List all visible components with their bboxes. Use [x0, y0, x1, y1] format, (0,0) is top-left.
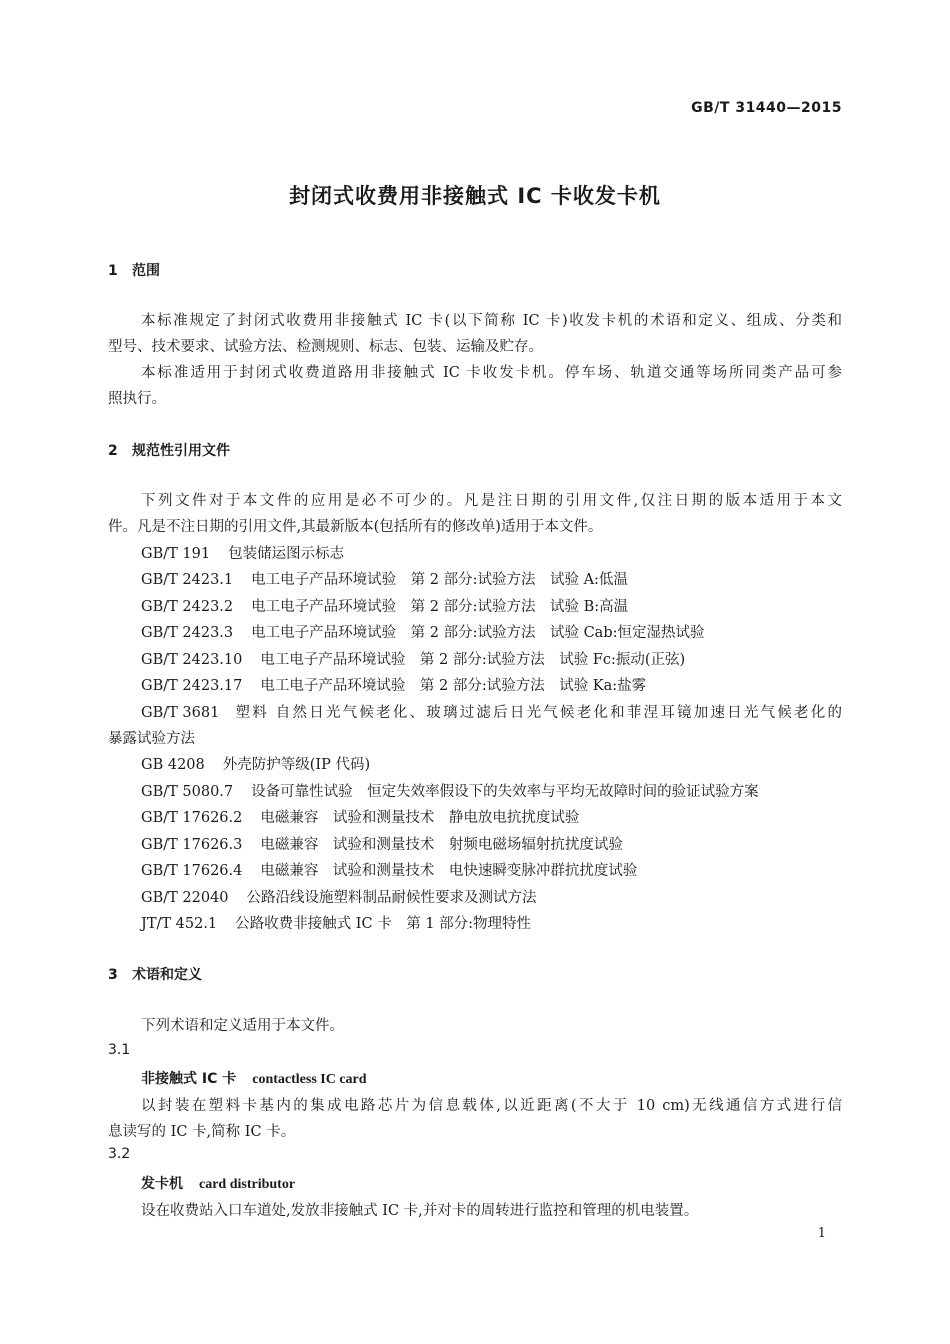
reference-title: 公路沿线设施塑料制品耐候性要求及测试方法: [246, 890, 537, 906]
reference-code: GB 4208: [141, 757, 205, 773]
section-title: 规范性引用文件: [132, 443, 230, 459]
scope-paragraph-2-line-2: 照执行。: [108, 391, 166, 407]
reference-title: 外壳防护等级(IP 代码): [222, 757, 371, 773]
reference-code: GB/T 3681: [141, 705, 220, 721]
reference-title: 电磁兼容 试验和测量技术 静电放电抗扰度试验: [260, 810, 580, 826]
reference-item: [141, 701, 842, 722]
term-english: card distributor: [199, 1177, 296, 1192]
term-definition-line-2: 息读写的 IC 卡,简称 IC 卡。: [108, 1124, 296, 1140]
reference-item: [141, 753, 370, 774]
reference-code: GB/T 17626.4: [141, 863, 243, 879]
reference-code: GB/T 2423.3: [141, 625, 234, 641]
reference-item: [141, 542, 344, 563]
reference-title: 公路收费非接触式 IC 卡 第 1 部分:物理特性: [235, 916, 532, 932]
reference-code: GB/T 2423.1: [141, 572, 234, 588]
reference-title: 包装储运图示标志: [228, 546, 345, 562]
term-entry: [141, 1173, 295, 1193]
reference-code: GB/T 191: [141, 546, 211, 562]
reference-item: [141, 648, 685, 669]
reference-title: 电工电子产品环境试验 第 2 部分:试验方法 试验 A:低温: [251, 572, 628, 588]
term-entry: [141, 1068, 367, 1088]
reference-title: 电磁兼容 试验和测量技术 电快速瞬变脉冲群抗扰度试验: [260, 863, 638, 879]
reference-item-continuation: 暴露试验方法: [108, 731, 195, 747]
clause-number: 3.1: [108, 1042, 131, 1058]
reference-item: [141, 780, 759, 801]
section-title: 术语和定义: [132, 967, 202, 983]
reference-title: 塑料 自然日光气候老化、玻璃过滤后日光气候老化和菲涅耳镜加速日光气候老化的: [233, 705, 842, 721]
reference-code: GB/T 2423.17: [141, 678, 243, 694]
reference-title: 电工电子产品环境试验 第 2 部分:试验方法 试验 Cab:恒定湿热试验: [251, 625, 705, 641]
term-definition-line-1: 以封装在塑料卡基内的集成电路芯片为信息载体,以近距离(不大于 10 cm)无线通信方式进行信: [141, 1098, 842, 1114]
section-title: 范围: [132, 263, 160, 279]
term-definition-line-1: 设在收费站入口车道处,发放非接触式 IC 卡,并对卡的周转进行监控和管理的机电装置。: [141, 1203, 699, 1219]
page-number: 1: [817, 1226, 826, 1241]
reference-item: [141, 568, 628, 589]
reference-item: [141, 912, 531, 933]
section-number: 1: [108, 263, 118, 279]
section-heading-normative-references: [108, 440, 230, 460]
term-chinese: 发卡机: [141, 1176, 183, 1192]
reference-title: 电工电子产品环境试验 第 2 部分:试验方法 试验 Ka:盐雾: [260, 678, 647, 694]
reference-code: GB/T 17626.3: [141, 837, 243, 853]
reference-item: [141, 859, 637, 880]
section-heading-scope: [108, 260, 160, 280]
reference-title: 设备可靠性试验 恒定失效率假设下的失效率与平均无故障时间的验证试验方案: [251, 784, 759, 800]
reference-code: GB/T 17626.2: [141, 810, 243, 826]
normative-intro-line-1: 下列文件对于本文件的应用是必不可少的。凡是注日期的引用文件,仅注日期的版本适用于本文: [141, 493, 842, 509]
reference-title: 电工电子产品环境试验 第 2 部分:试验方法 试验 Fc:振动(正弦): [260, 652, 686, 668]
scope-paragraph-1-line-2: 型号、技术要求、试验方法、检测规则、标志、包装、运输及贮存。: [108, 339, 543, 355]
document-title: 封闭式收费用非接触式 IC 卡收发卡机: [289, 184, 661, 208]
clause-number: 3.2: [108, 1146, 131, 1162]
reference-code: JT/T 452.1: [141, 916, 218, 932]
reference-item: [141, 674, 646, 695]
reference-code: GB/T 5080.7: [141, 784, 234, 800]
reference-item: [141, 595, 628, 616]
section-heading-terms-and-definitions: [108, 964, 202, 984]
reference-title: 电工电子产品环境试验 第 2 部分:试验方法 试验 B:高温: [251, 599, 629, 615]
section-number: 2: [108, 443, 118, 459]
reference-item: [141, 833, 623, 854]
scope-paragraph-2-line-1: 本标准适用于封闭式收费道路用非接触式 IC 卡收发卡机。停车场、轨道交通等场所同类产品可参: [141, 365, 842, 381]
term-chinese: 非接触式 IC 卡: [141, 1071, 237, 1087]
term-english: contactless IC card: [252, 1072, 367, 1087]
section-number: 3: [108, 967, 118, 983]
reference-item: [141, 886, 537, 907]
reference-title: 电磁兼容 试验和测量技术 射频电磁场辐射抗扰度试验: [260, 837, 623, 853]
reference-code: GB/T 2423.2: [141, 599, 234, 615]
reference-code: GB/T 22040: [141, 890, 229, 906]
reference-code: GB/T 2423.10: [141, 652, 243, 668]
normative-intro-line-2: 件。凡是不注日期的引用文件,其最新版本(包括所有的修改单)适用于本文件。: [108, 519, 603, 535]
terms-intro: 下列术语和定义适用于本文件。: [141, 1018, 344, 1034]
scope-paragraph-1-line-1: 本标准规定了封闭式收费用非接触式 IC 卡(以下简称 IC 卡)收发卡机的术语和定义、组成、分类和: [141, 313, 842, 329]
standard-number: GB/T 31440—2015: [691, 100, 842, 116]
reference-item: [141, 621, 704, 642]
reference-item: [141, 806, 579, 827]
